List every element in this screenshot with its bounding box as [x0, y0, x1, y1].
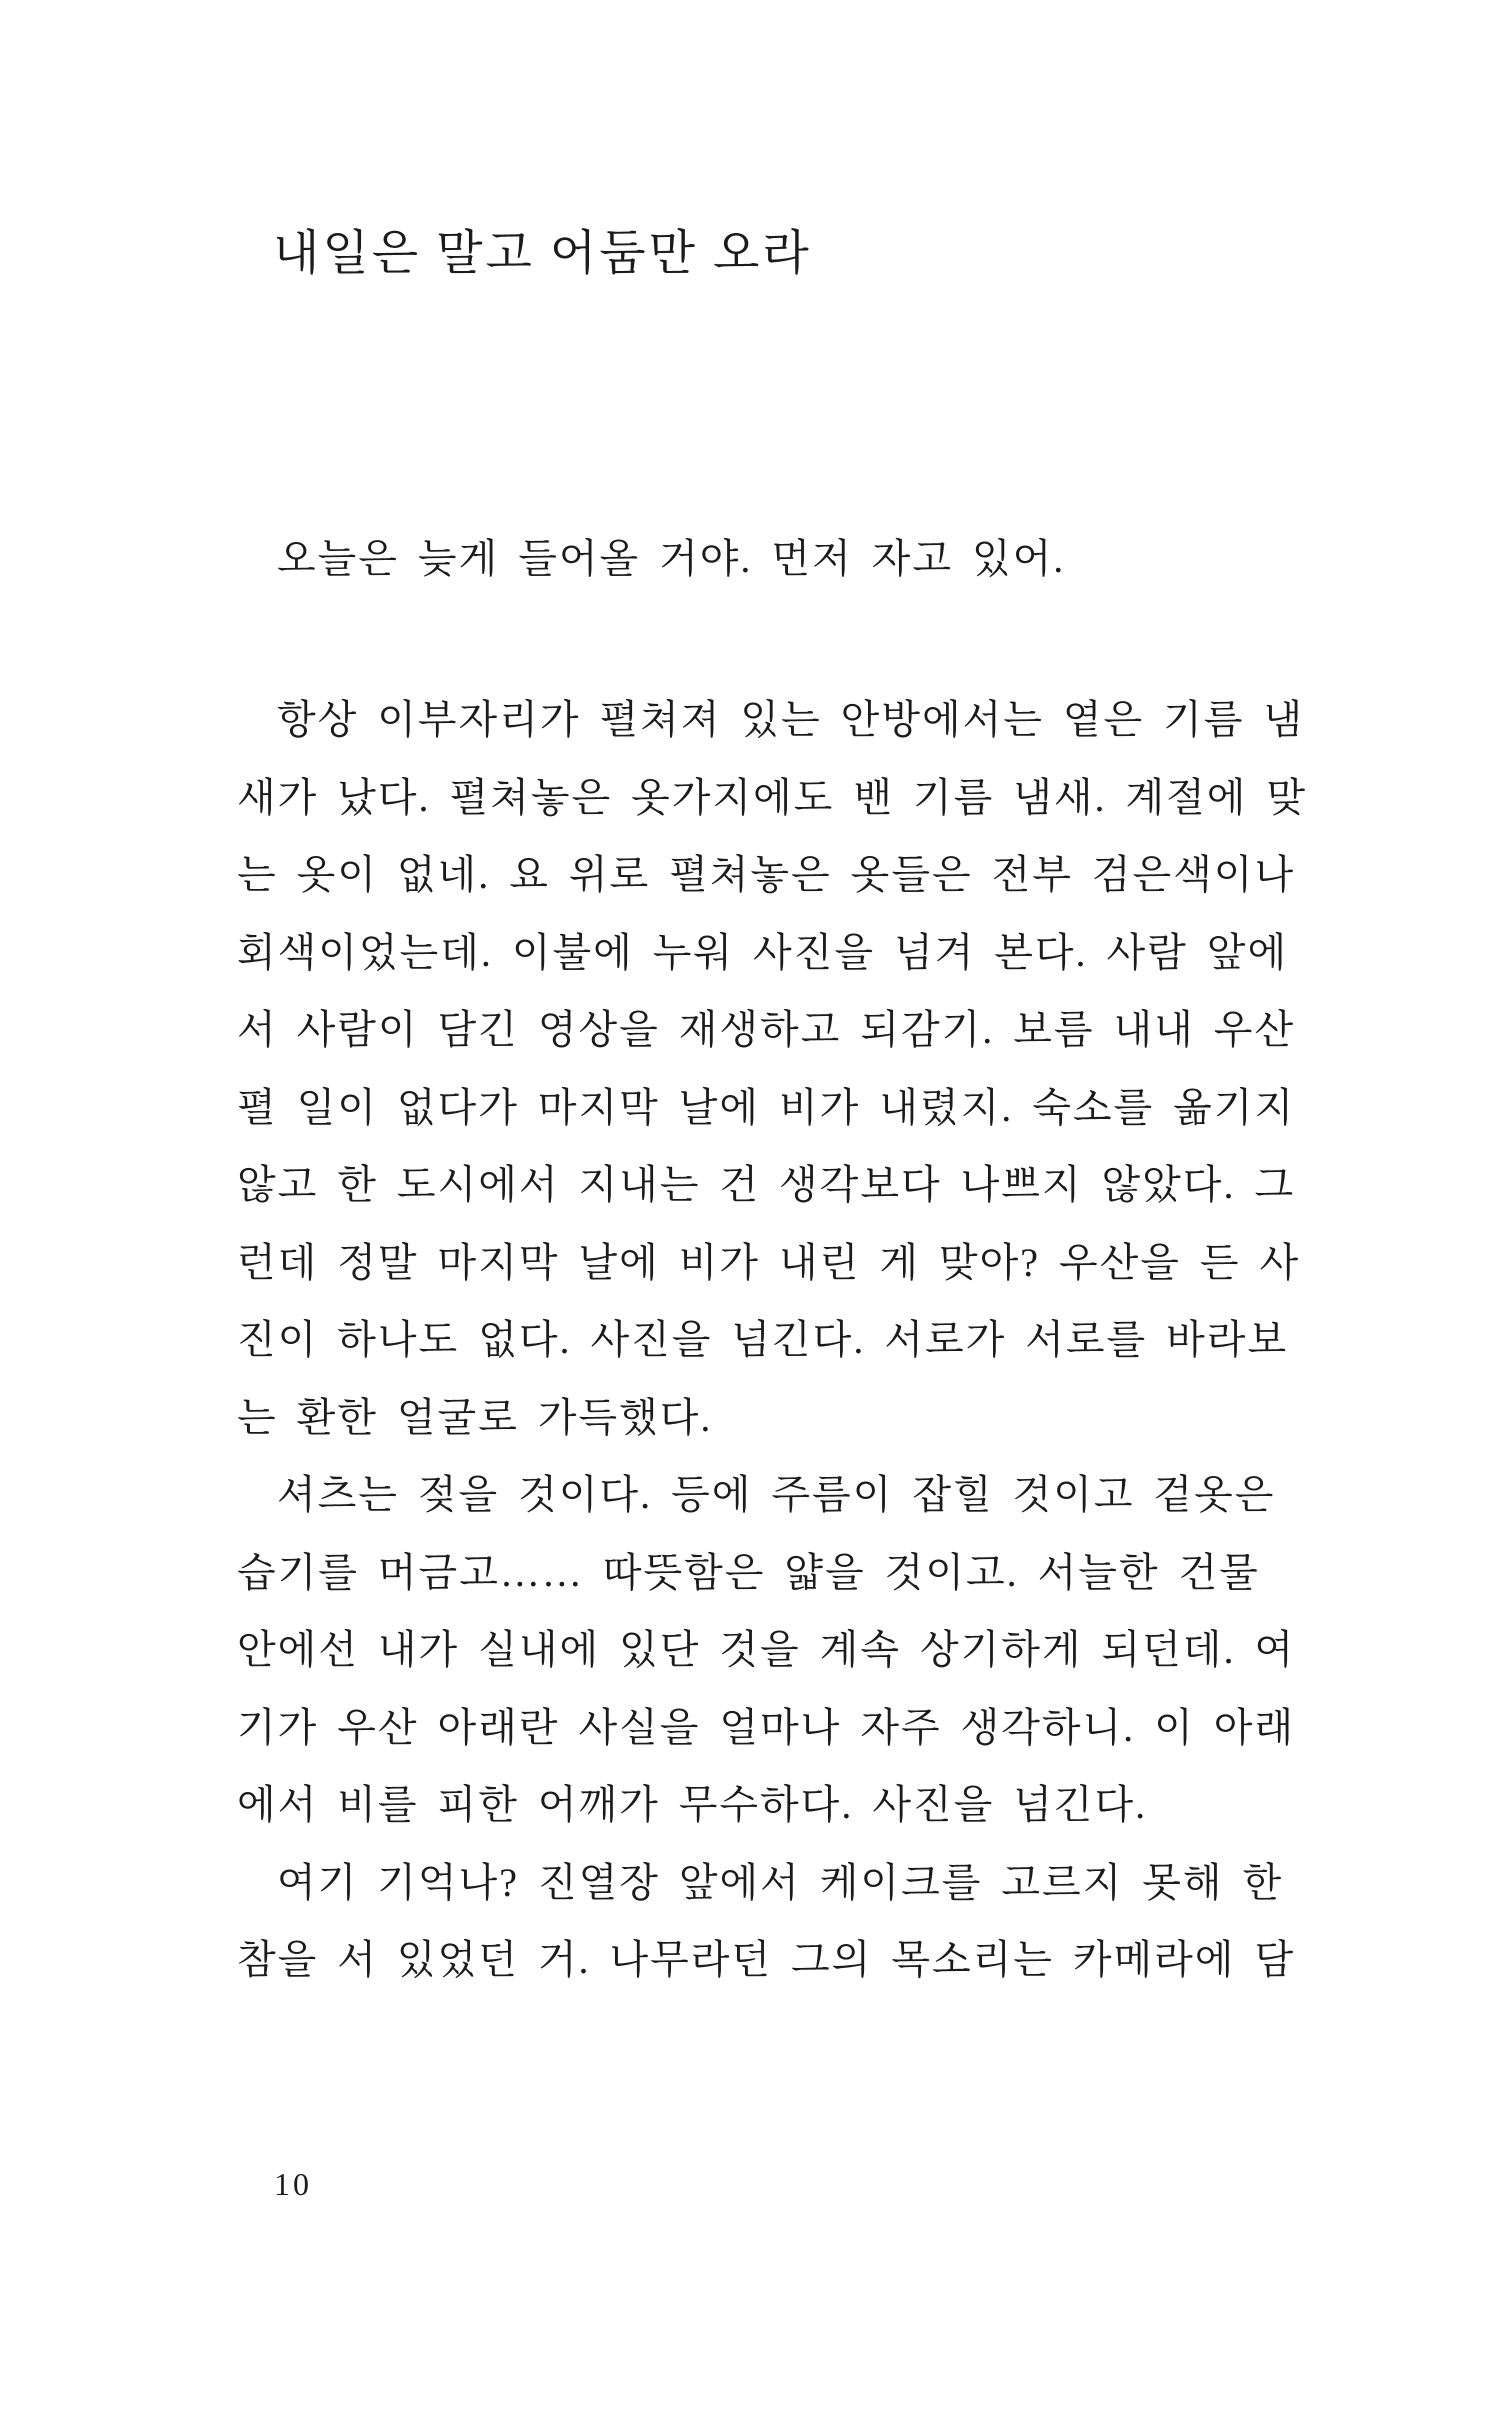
text-line: 는 옷이 없네. 요 위로 펼쳐놓은 옷들은 전부 검은색이나: [237, 852, 1296, 897]
text-line: 항상 이부자리가 펼쳐져 있는 안방에서는 옅은 기름 냄: [277, 697, 1305, 742]
text-line: 서 사람이 담긴 영상을 재생하고 되감기. 보름 내내 우산: [237, 1007, 1296, 1052]
text-line: 새가 났다. 펼쳐놓은 옷가지에도 밴 기름 냄새. 계절에 맞: [237, 774, 1308, 820]
chapter-title: 내일은 말고 어둠만 오라: [273, 227, 812, 280]
text-line: 여기 기억나? 진열장 앞에서 케이크를 고르지 못해 한: [277, 1859, 1284, 1905]
dialogue-line: 오늘은 늦게 들어올 거야. 먼저 자고 있어.: [277, 536, 1066, 581]
text-line: 에서 비를 피한 어깨가 무수하다. 사진을 넘긴다.: [237, 1782, 1148, 1827]
text-line: 참을 서 있었던 거. 나무라던 그의 목소리는 카메라에 담: [237, 1937, 1296, 1982]
text-line: 진이 하나도 없다. 사진을 넘긴다. 서로가 서로를 바라보: [237, 1317, 1289, 1362]
text-line: 기가 우산 아래란 사실을 얼마나 자주 생각하니. 이 아래: [237, 1704, 1296, 1750]
page-number: 10: [274, 2166, 312, 2202]
text-line: 셔츠는 젖을 것이다. 등에 주름이 잡힐 것이고 겉옷은: [277, 1472, 1276, 1517]
text-line: 는 환한 얼굴로 가득했다.: [237, 1394, 713, 1440]
text-line: 안에선 내가 실내에 있단 것을 계속 상기하게 되던데. 여: [237, 1627, 1296, 1672]
text-line: 런데 정말 마지막 날에 비가 내린 게 맞아? 우산을 든 사: [237, 1239, 1301, 1285]
text-line: 않고 한 도시에서 지내는 건 생각보다 나쁘지 않았다. 그: [237, 1162, 1296, 1207]
text-line: 회색이었는데. 이불에 누워 사진을 넘겨 본다. 사람 앞에: [237, 929, 1289, 975]
text-line: 펼 일이 없다가 마지막 날에 비가 내렸지. 숙소를 옮기지: [237, 1084, 1296, 1130]
text-line: 습기를 머금고…… 따뜻함은 얇을 것이고. 서늘한 건물: [237, 1549, 1260, 1595]
body-text: [237, 681, 1357, 1999]
